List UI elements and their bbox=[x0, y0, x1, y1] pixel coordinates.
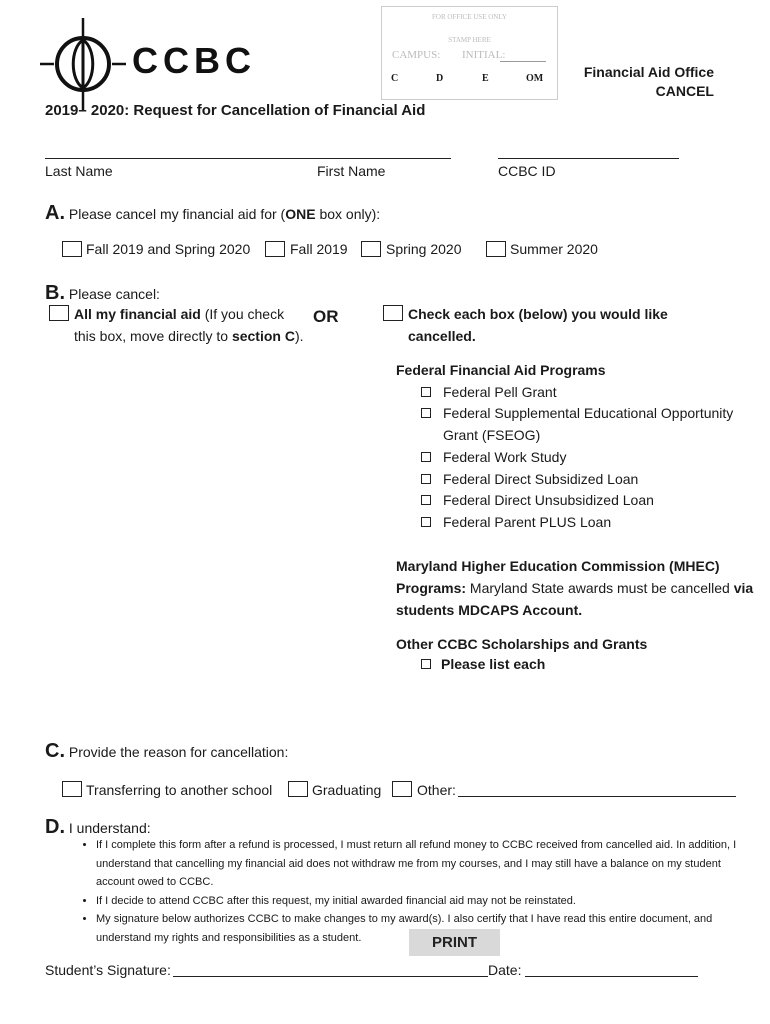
checkbox-graduating[interactable] bbox=[288, 781, 308, 797]
all-aid-bold: All my financial aid bbox=[74, 306, 201, 322]
section-d-letter: D. bbox=[45, 816, 65, 838]
office-subtitle: CANCEL bbox=[655, 83, 714, 99]
mhec-text: Maryland State awards must be cancelled bbox=[469, 580, 734, 596]
signature-line[interactable] bbox=[173, 976, 488, 977]
section-d-text: I understand: bbox=[68, 820, 151, 836]
mhec-via: via bbox=[733, 580, 754, 596]
checkbox-fall-2019[interactable] bbox=[265, 241, 285, 257]
section-a-prompt bbox=[45, 202, 380, 225]
mhec-programs: Programs: bbox=[396, 580, 467, 596]
checkbox-summer-2020[interactable] bbox=[486, 241, 506, 257]
section-c-letter: C. bbox=[45, 740, 65, 762]
reason-other: Other: bbox=[417, 782, 456, 798]
reason-graduating: Graduating bbox=[312, 782, 382, 798]
name-line[interactable] bbox=[45, 158, 451, 159]
section-a-text-1: Please cancel my financial aid for ( bbox=[68, 206, 286, 222]
checkbox-transferring[interactable] bbox=[62, 781, 82, 797]
office-use-heading: FOR OFFICE USE ONLY bbox=[432, 13, 507, 21]
option-summer-2020: Summer 2020 bbox=[510, 241, 598, 257]
ccbc-logo bbox=[40, 18, 256, 110]
checkbox-spring-2020[interactable] bbox=[361, 241, 381, 257]
mhec-line-3: students MDCAPS Account. bbox=[396, 602, 583, 618]
federal-item-fseog-cont: Grant (FSEOG) bbox=[443, 427, 541, 443]
all-aid-line-2 bbox=[74, 328, 304, 344]
section-a-text-bold: ONE bbox=[285, 206, 316, 222]
federal-item-fseog: Federal Supplemental Educational Opportunity bbox=[443, 405, 734, 421]
other-heading: Other CCBC Scholarships and Grants bbox=[396, 636, 648, 652]
federal-heading: Federal Financial Aid Programs bbox=[396, 362, 606, 378]
office-title: Financial Aid Office bbox=[583, 64, 714, 80]
other-item: Please list each bbox=[441, 656, 546, 672]
option-fall-spring: Fall 2019 and Spring 2020 bbox=[86, 241, 251, 257]
checkbox-subsidized[interactable] bbox=[421, 474, 431, 484]
initial-line bbox=[500, 61, 546, 62]
federal-item-work-study: Federal Work Study bbox=[443, 449, 567, 465]
ccbc-id-label: CCBC ID bbox=[498, 163, 556, 179]
other-reason-line[interactable] bbox=[458, 796, 736, 797]
understand-item: • If I decide to attend CCBC after this request, my initial awarded financial aid may not be reinstated. bbox=[96, 892, 746, 911]
checkbox-other[interactable] bbox=[392, 781, 412, 797]
check-each-line-1: Check each box (below) you would like bbox=[408, 306, 668, 322]
last-name-label: Last Name bbox=[45, 163, 113, 179]
all-aid-rest: (If you check bbox=[200, 306, 285, 322]
checkbox-work-study[interactable] bbox=[421, 452, 431, 462]
checkbox-check-each[interactable] bbox=[383, 305, 403, 321]
reason-transferring: Transferring to another school bbox=[86, 782, 273, 798]
all-aid-section: section C bbox=[231, 328, 295, 344]
office-use-box bbox=[381, 6, 558, 100]
office-code-c: C bbox=[391, 73, 399, 84]
first-name-label: First Name bbox=[317, 163, 386, 179]
section-b-prompt bbox=[45, 282, 160, 305]
checkbox-fseog[interactable] bbox=[421, 408, 431, 418]
logo-text: CCBC bbox=[132, 40, 256, 81]
section-a-letter: A. bbox=[45, 202, 65, 224]
signature-label: Student’s Signature: bbox=[45, 962, 171, 978]
stamp-label: STAMP HERE bbox=[448, 36, 491, 44]
section-b-letter: B. bbox=[45, 282, 65, 304]
checkbox-fall-spring[interactable] bbox=[62, 241, 82, 257]
federal-item-plus: Federal Parent PLUS Loan bbox=[443, 514, 612, 530]
all-aid-end: ). bbox=[294, 328, 304, 344]
section-a-text-2: box only): bbox=[315, 206, 381, 222]
mhec-heading: Maryland Higher Education Commission (MHEC) bbox=[396, 558, 720, 574]
form-title: 2019– 2020: Request for Cancellation of Financial Aid bbox=[45, 102, 426, 119]
option-fall-2019: Fall 2019 bbox=[290, 241, 348, 257]
checkbox-other-scholarships[interactable] bbox=[421, 659, 431, 669]
option-spring-2020: Spring 2020 bbox=[386, 241, 462, 257]
checkbox-unsubsidized[interactable] bbox=[421, 495, 431, 505]
date-line[interactable] bbox=[525, 976, 698, 977]
federal-item-unsubsidized: Federal Direct Unsubsidized Loan bbox=[443, 492, 654, 508]
all-aid-line2-text: this box, move directly to bbox=[74, 328, 232, 344]
checkbox-pell[interactable] bbox=[421, 387, 431, 397]
understand-item: • If I complete this form after a refund is processed, I must return all refund money to CCBC received from cancelled aid. In addition, I understand that cancelling my financial aid does not withdraw me from my courses, and I may still have a balance on my student account owed to CCBC. bbox=[96, 836, 746, 892]
initial-label: INITIAL: bbox=[462, 49, 506, 61]
campus-label: CAMPUS: bbox=[392, 49, 441, 61]
print-button[interactable]: PRINT bbox=[409, 929, 500, 956]
date-label: Date: bbox=[488, 962, 522, 978]
or-label: OR bbox=[313, 307, 339, 326]
office-code-e: E bbox=[482, 73, 489, 84]
ccbc-emblem-icon bbox=[40, 18, 126, 110]
understand-item: • My signature below authorizes CCBC to make changes to my award(s). I also certify that I have read this entire document, and understand my rights and responsibilities as a student. bbox=[96, 910, 746, 947]
federal-item-pell: Federal Pell Grant bbox=[443, 384, 557, 400]
federal-item-subsidized: Federal Direct Subsidized Loan bbox=[443, 471, 639, 487]
section-c-text: Provide the reason for cancellation: bbox=[68, 744, 289, 760]
checkbox-plus[interactable] bbox=[421, 517, 431, 527]
section-c-prompt bbox=[45, 740, 288, 763]
check-each-line-2: cancelled. bbox=[408, 328, 476, 344]
office-code-om: OM bbox=[526, 73, 544, 84]
ccbc-id-line[interactable] bbox=[498, 158, 679, 159]
checkbox-all-aid[interactable] bbox=[49, 305, 69, 321]
mhec-line-2 bbox=[396, 580, 753, 596]
section-b-text: Please cancel: bbox=[68, 286, 160, 302]
all-aid-line-1 bbox=[74, 306, 284, 322]
office-code-d: D bbox=[436, 73, 444, 84]
